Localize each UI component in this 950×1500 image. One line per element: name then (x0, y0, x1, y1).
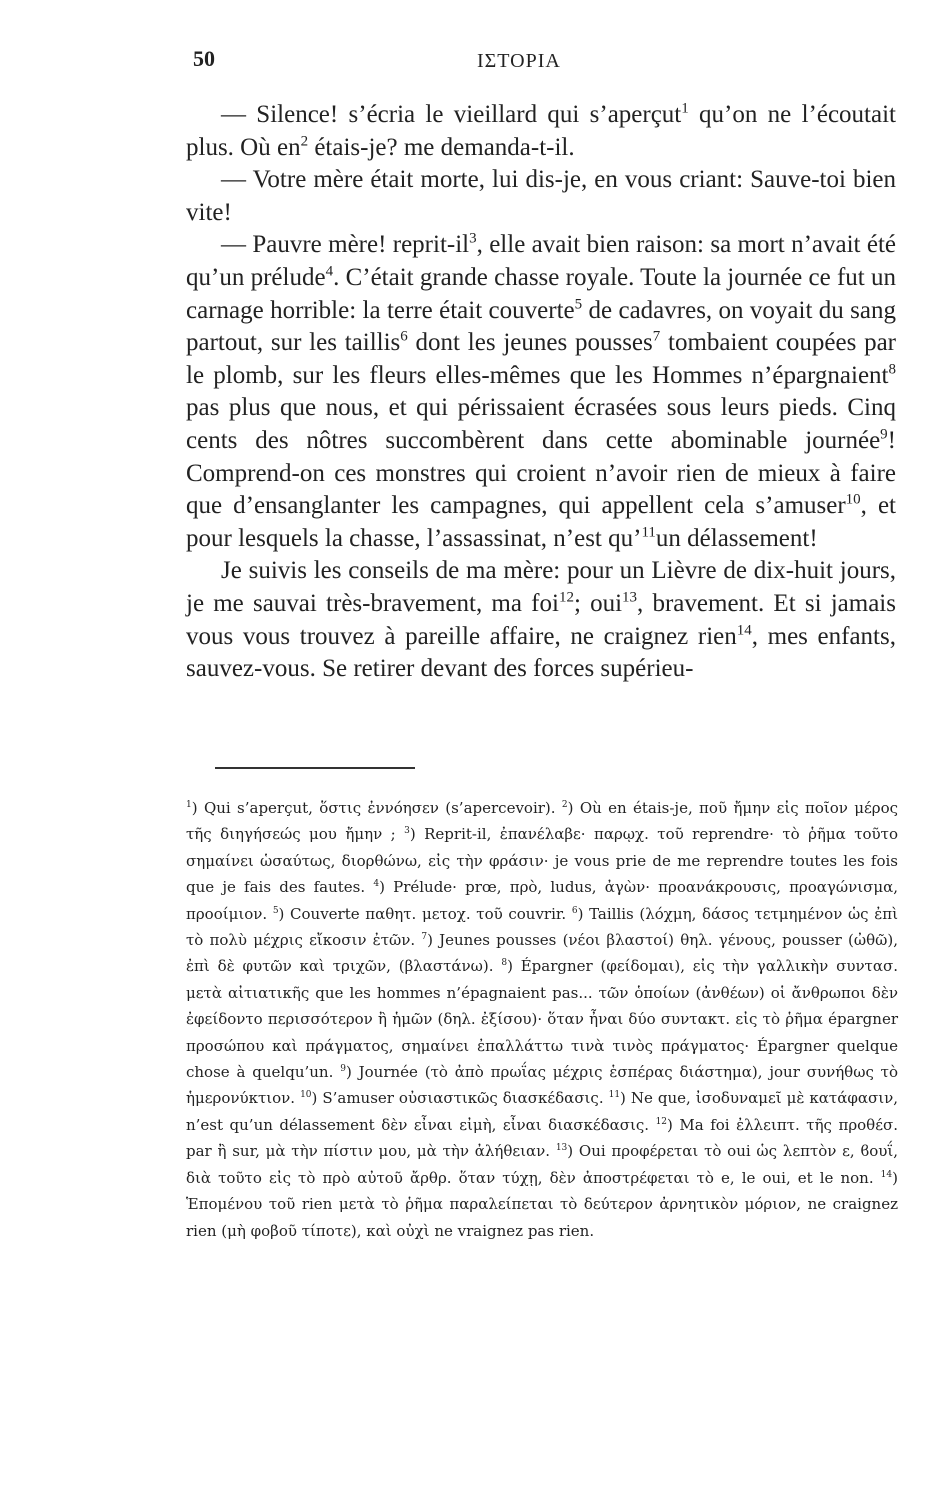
text-run: — Pauvre mère! reprit-il (221, 231, 470, 259)
footnote-marker: 7 (652, 328, 661, 345)
text-run: , mes enfants, sauvez-vous. Se retirer devant des forces supérieu- (186, 622, 896, 683)
footnote-number: 11 (608, 1090, 621, 1101)
footnote-number: 6 (571, 905, 578, 916)
text-run: , et pour lesquels la chasse, l’assassinat, n’est qu’ (186, 492, 897, 552)
footnote-text: Ne que, ἰσοδυναμεῖ μὲ κατάφασιν, n’est qu’un délassement δὲν εἶναι εἰμὴ, εἶναι διασκέδασις. (186, 1089, 898, 1134)
text-run: — Votre mère était morte, lui dis-je, en vous criant: Sauve-toi bien vite! (186, 166, 896, 226)
footnote-paren: ) (345, 1063, 359, 1082)
footnote-marker: 14 (736, 622, 752, 639)
text-run: , elle avait bien raison: sa mort n’avait été qu’un prélude (186, 231, 896, 291)
text-run: pas plus que nous, et qui périssaient écrasées sous leurs pieds. Cinq cents des nôtres succombèrent dans cette abominable journée (186, 394, 896, 454)
footnote-text: Qui s’aperçut, ὅστις ἐννόησεν (s’apercevoir). (203, 799, 556, 817)
footnote-paren: ) (409, 825, 425, 844)
footnote-marker: 1 (681, 100, 689, 117)
footnote-marker: 11 (641, 524, 656, 541)
footnote-paren: ) (667, 1115, 680, 1134)
footnote-paren: ) (567, 1142, 579, 1161)
footnote-number: 5 (272, 905, 279, 916)
paragraph (186, 164, 896, 229)
footnote-paren: ) (577, 904, 590, 923)
text-run: ; oui (573, 589, 623, 617)
text-run: étais-je? me demanda-t-il. (308, 133, 575, 161)
footnote-text: Prélude· prœ, πρὸ, ludus, ἀγὼν· προανάκρουσις, προαγώνισμα, προοίμιον. (186, 878, 898, 923)
footnote-number: 7 (421, 932, 428, 943)
page-number: 50 (193, 46, 215, 71)
footnote-marker: 8 (888, 361, 896, 378)
footnote (273, 905, 566, 923)
footnote-number: 4 (373, 879, 380, 890)
page-header (185, 46, 895, 86)
footnote-paren: ) (567, 799, 580, 817)
footnote (186, 799, 556, 817)
footnote (300, 1089, 604, 1107)
footnote-marker: 6 (400, 328, 408, 345)
footnote-number: 2 (561, 800, 568, 810)
footnote-text: Ἑπομένου τοῦ rien μετὰ τὸ ῥῆμα παραλείπεται τὸ δεύτερον ἀρνητικὸν μόριον, ne craignez rien (μὴ φοβοῦ τίποτε), καὶ οὐχὶ ne vraignez pas rien. (186, 1195, 898, 1240)
footnote-text: Oui προφέρεται τὸ oui ὡς λεπτὸν ε, ϐουΐ, διὰ τοῦτο εἰς τὸ πρὸ αὐτοῦ ἄρθρ. ὅταν τύχῃ, δὲν ἀποστρέφεται τὸ e, le oui, et le non. (186, 1142, 898, 1187)
footnote-divider (215, 767, 415, 769)
footnote-marker: 13 (622, 589, 638, 606)
footnote-number: 14 (880, 1169, 893, 1180)
footnote-number: 13 (555, 1143, 568, 1154)
text-run: Je suivis les conseils de ma mère: pour un Lièvre de dix-huit jours, je me sauvai très-bravement, ma foi (186, 557, 896, 617)
footnote-text: Ma foi ἐλλειπτ. τῆς προθέσ. par ἢ sur, μὰ τὴν πίστιν μου, μὰ τὴν ἀλήθειαν. (186, 1115, 898, 1161)
footnote-number: 1 (186, 800, 192, 810)
footnote-marker: 9 (880, 426, 888, 443)
footnote-text: Couverte παθητ. μετοχ. τοῦ couvrir. (290, 904, 567, 923)
paragraph (186, 99, 896, 164)
footnote-number: 9 (340, 1064, 346, 1075)
footnote-paren: ) (892, 1168, 898, 1187)
footnote-marker: 12 (558, 589, 574, 606)
text-run: , bravement. Et si jamais vous vous trouvez à pareille affaire, ne craignez rien (186, 589, 896, 650)
footnote-paren: ) (379, 878, 394, 897)
footnotes (186, 795, 898, 1244)
text-run: dont les jeunes pousses (407, 329, 653, 357)
footnote-marker: 10 (845, 491, 861, 508)
text-run: qu’on ne l’écoutait plus. Où en (186, 101, 896, 161)
main-text (186, 99, 896, 686)
footnote-text: Jeunes pousses (νέοι βλαστοί) θηλ. γένους, pousser (ὠθῶ), ἐπὶ δὲ φυτῶν καὶ τριχῶν, (βλαστάνω). (186, 931, 899, 976)
text-run: tombaient coupées par le plomb, sur les fleurs elles-mêmes que les Hommes n’épargnaient (186, 329, 896, 389)
footnote-marker: 4 (325, 263, 334, 280)
text-run: ! Comprend-on ces monstres qui croient n’avoir rien de mieux à faire que d’ensanglanter les campagnes, qui appellent cela s’amuser (186, 426, 896, 520)
footnote-number: 12 (655, 1116, 668, 1127)
running-title: ΙΣΤΟΡΙΑ (477, 50, 561, 72)
footnote-paren: ) (191, 799, 204, 817)
text-run: . C’était grande chasse royale. Toute la journée ce fut un carnage horrible: la terre était couverte (186, 263, 897, 324)
footnote-paren: ) (427, 931, 440, 950)
footnote-text: Où en étais-je, ποῦ ἤμην εἰς ποῖον μέρος τῆς διηγήσεώς μου ἤμην ; (186, 799, 899, 844)
footnote-text: Taillis (λόχμη, δάσος τετμημένον ὡς ἐπὶ τὸ πολὺ μέχρις εἴκοσιν ἐτῶν. (186, 904, 899, 950)
footnote-paren: ) (507, 957, 521, 976)
paragraph (186, 229, 896, 555)
text-run: un délassement! (655, 524, 818, 552)
footnote-paren: ) (278, 904, 291, 923)
footnote-text: Épargner (φείδομαι), εἰς τὴν γαλλικὴν συντασ. μετὰ αἰτιατικῆς que les hommes n’épagnaient pas... τῶν ὁποίων (ἀνθέων) οἱ ἄνθρωποι δὲν ἐφείδοντο περισσότερον ἢ ἡμῶν (δηλ. ἐξίσου)· ὅταν ἦναι δύο συντακτ. εἰς τὸ ῥῆμα épargner προσώπου καὶ πράγματος, σημαίνει ἐπαλλάττω τινὰ τινὸς πράγματος· Épargner quelque chose à quelqu’un. (186, 957, 898, 1082)
text-run: de cadavres, on voyait du sang partout, sur les taillis (186, 296, 896, 357)
footnote-paren: ) (311, 1089, 323, 1108)
paragraph (186, 555, 896, 685)
footnote-marker: 2 (300, 133, 309, 150)
footnote-text: Reprit-il, ἐπανέλαβε· παρῳχ. τοῦ reprendre· τὸ ῥῆμα τοῦτο σημαίνει ὡσαύτως, διορθώνω, εἰς τὴν φράσιν· je vous prie de me reprendre toutes les fois que je fais des fautes. (186, 825, 898, 897)
footnote-text: Journée (τὸ ἀπὸ πρωΐας μέχρις ἑσπέρας διάστημα), jour συνήθως τὸ ἡμερονύκτιον. (186, 1063, 899, 1108)
footnote-number: 10 (300, 1090, 312, 1101)
footnote-number: 3 (404, 826, 410, 837)
footnote-marker: 3 (469, 231, 477, 248)
footnote-number: 8 (501, 958, 508, 969)
footnote-paren: ) (620, 1089, 631, 1108)
footnote-text: S’amuser οὐσιαστικῶς διασκέδασις. (322, 1089, 604, 1108)
footnote-marker: 5 (574, 296, 583, 313)
text-run: — Silence! s’écria le vieillard qui s’aperçut (221, 101, 682, 128)
